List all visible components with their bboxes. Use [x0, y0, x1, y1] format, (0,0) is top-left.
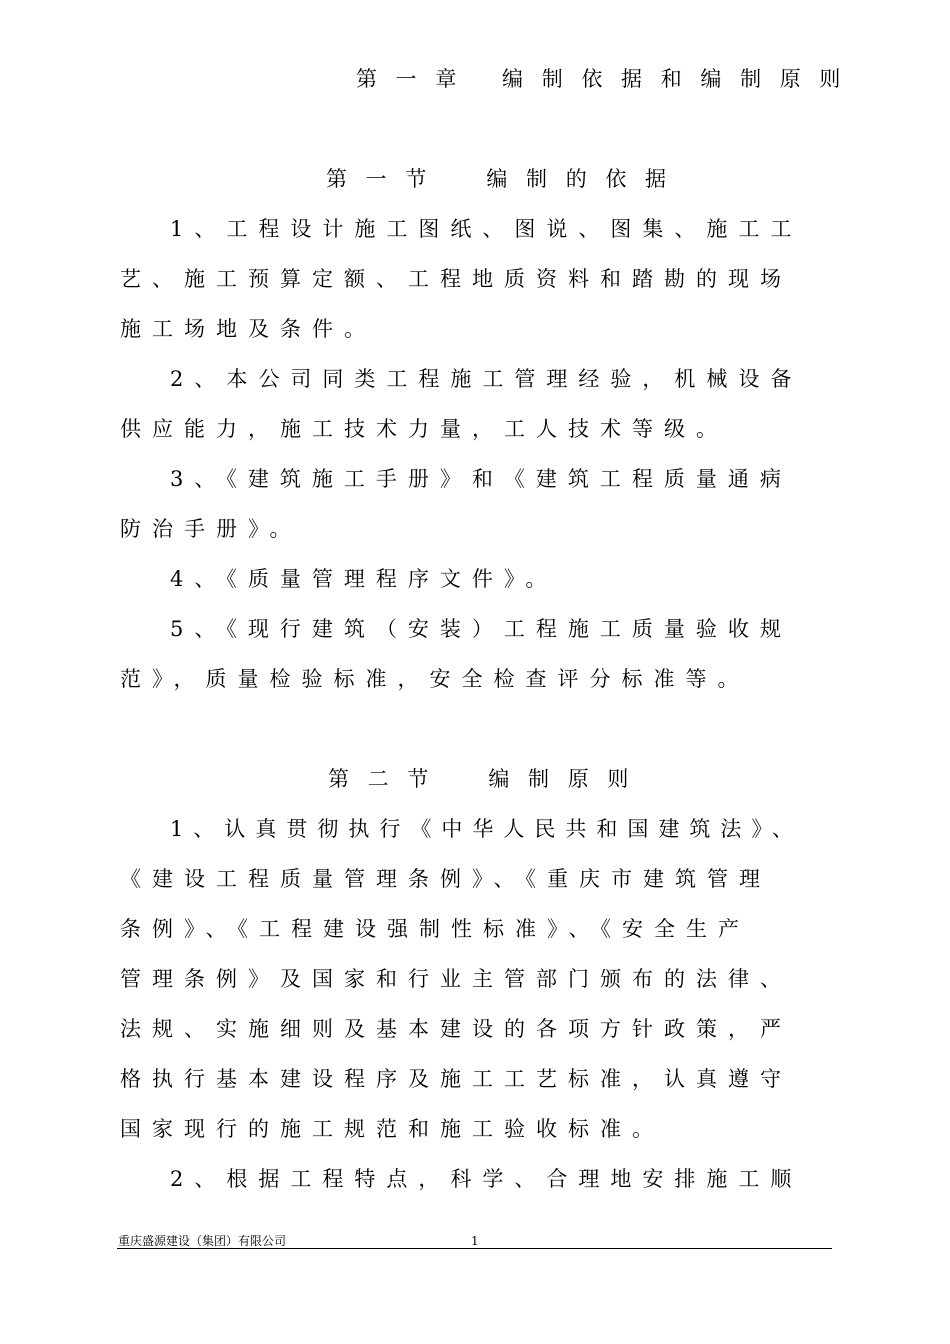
section2-line-6: 格执行基本建设程序及施工工艺标准，认真遵守 [120, 1067, 792, 1091]
section1-line-5: 供应能力，施工技术力量，工人技术等级。 [120, 417, 728, 441]
section2-title: 第 二 节 编 制 原 则 [328, 767, 635, 791]
section1-line-2: 艺、施工预算定额、工程地质资料和踏勘的现场 [120, 267, 792, 291]
footer-company-name: 重庆盛源建设（集团）有限公司 [118, 1234, 287, 1248]
section2-line-2: 《建设工程质量管理条例》、《重庆市建筑管理 [120, 867, 771, 891]
section2-line-7: 国家现行的施工规范和施工验收标准。 [120, 1117, 664, 1141]
section2-line-5: 法规、实施细则及基本建设的各项方针政策，严 [120, 1017, 792, 1041]
section1-line-6: 3、《建筑施工手册》和《建筑工程质量通病 [170, 467, 792, 491]
section2-line-3: 条例》、《工程建设强制性标准》、《安全生产 [120, 917, 750, 941]
footer-divider [117, 1248, 832, 1249]
section2-line-8: 2、根据工程特点，科学、合理地安排施工顺 [170, 1167, 803, 1191]
section2-line-1: 1、认真贯彻执行《中华人民共和国建筑法》、 [170, 817, 803, 841]
section1-title: 第 一 节 编 制 的 依 据 [326, 167, 673, 191]
section1-line-4: 2、本公司同类工程施工管理经验，机械设备 [170, 367, 803, 391]
chapter-title: 第 一 章 编 制 依 据 和 编 制 原 则 [356, 67, 847, 91]
section1-line-3: 施工场地及条件。 [120, 317, 376, 341]
section2-line-4: 管理条例》及国家和行业主管部门颁布的法律、 [120, 967, 792, 991]
section1-line-10: 范》，质量检验标准，安全检查评分标准等。 [120, 667, 750, 691]
section1-line-7: 防治手册》。 [120, 517, 302, 541]
section1-line-9: 5、《现行建筑（安装）工程施工质量验收规 [170, 617, 792, 641]
section1-line-1: 1、工程设计施工图纸、图说、图集、施工工 [170, 217, 803, 241]
section1-line-8: 4、《质量管理程序文件》。 [170, 567, 558, 591]
footer-page-number: 1 [471, 1234, 479, 1248]
